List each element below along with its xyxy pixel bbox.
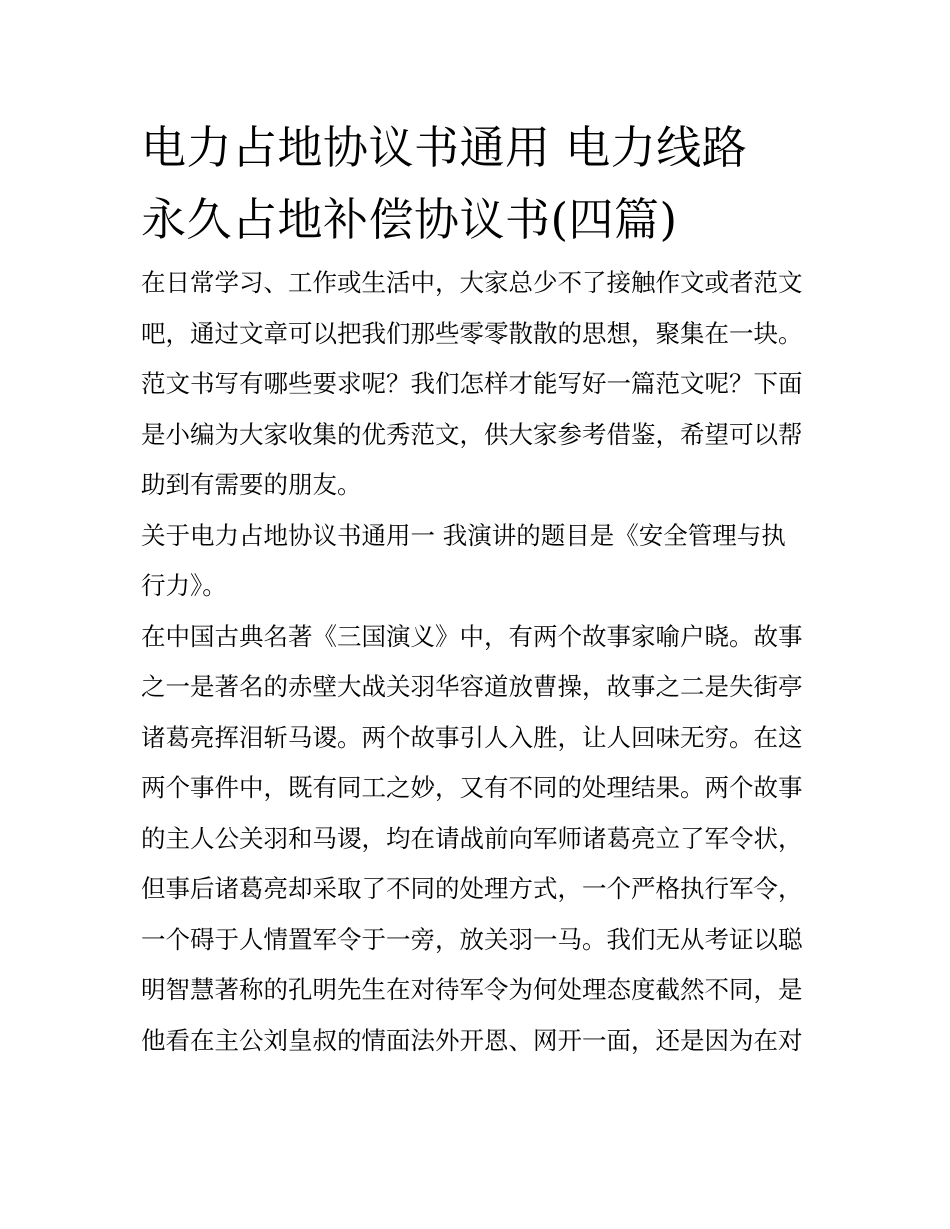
text-line: 他看在主公刘皇叔的情面法外开恩、网开一面，还是因为在对 [141, 1025, 803, 1055]
section-heading-paragraph [141, 511, 821, 612]
text-line: 之一是著名的赤壁大战关羽华容道放曹操，故事之二是失街亭 [141, 672, 803, 701]
text-line: 明智慧著称的孔明先生在对待军令为何处理态度截然不同，是 [141, 975, 803, 1004]
title-line: 电力占地协议书通用 电力线路 [141, 121, 748, 174]
text-line: 行力》。 [141, 571, 227, 600]
document-body [141, 112, 821, 1066]
intro-paragraph [141, 258, 821, 511]
text-line: 范文书写有哪些要求呢？我们怎样才能写好一篇范文呢？下面 [141, 369, 803, 398]
text-line: 关于电力占地协议书通用一 我演讲的题目是《安全管理与执 [141, 520, 786, 550]
text-line: 诸葛亮挥泪斩马谡。两个故事引人入胜，让人回味无穷。在这 [141, 722, 803, 752]
document-title [141, 112, 821, 256]
text-line: 在中国古典名著《三国演义》中，有两个故事家喻户晓。故事 [141, 621, 803, 651]
text-line: 助到有需要的朋友。 [141, 470, 362, 499]
text-line: 吧，通过文章可以把我们那些零零散散的思想，聚集在一块。 [141, 318, 803, 348]
body-paragraph [141, 612, 821, 1067]
title-line: 永久占地补偿协议书(四篇) [141, 193, 678, 246]
text-line: 一个碍于人情置军令于一旁，放关羽一马。我们无从考证以聪 [141, 924, 803, 954]
text-line: 但事后诸葛亮却采取了不同的处理方式，一个严格执行军令， [141, 874, 803, 903]
text-line: 在日常学习、工作或生活中，大家总少不了接触作文或者范文 [141, 268, 803, 297]
text-line: 是小编为大家收集的优秀范文，供大家参考借鉴，希望可以帮 [141, 419, 803, 449]
text-line: 的主人公关羽和马谡，均在请战前向军师诸葛亮立了军令状， [141, 823, 803, 853]
text-line: 两个事件中，既有同工之妙，又有不同的处理结果。两个故事 [141, 773, 803, 802]
